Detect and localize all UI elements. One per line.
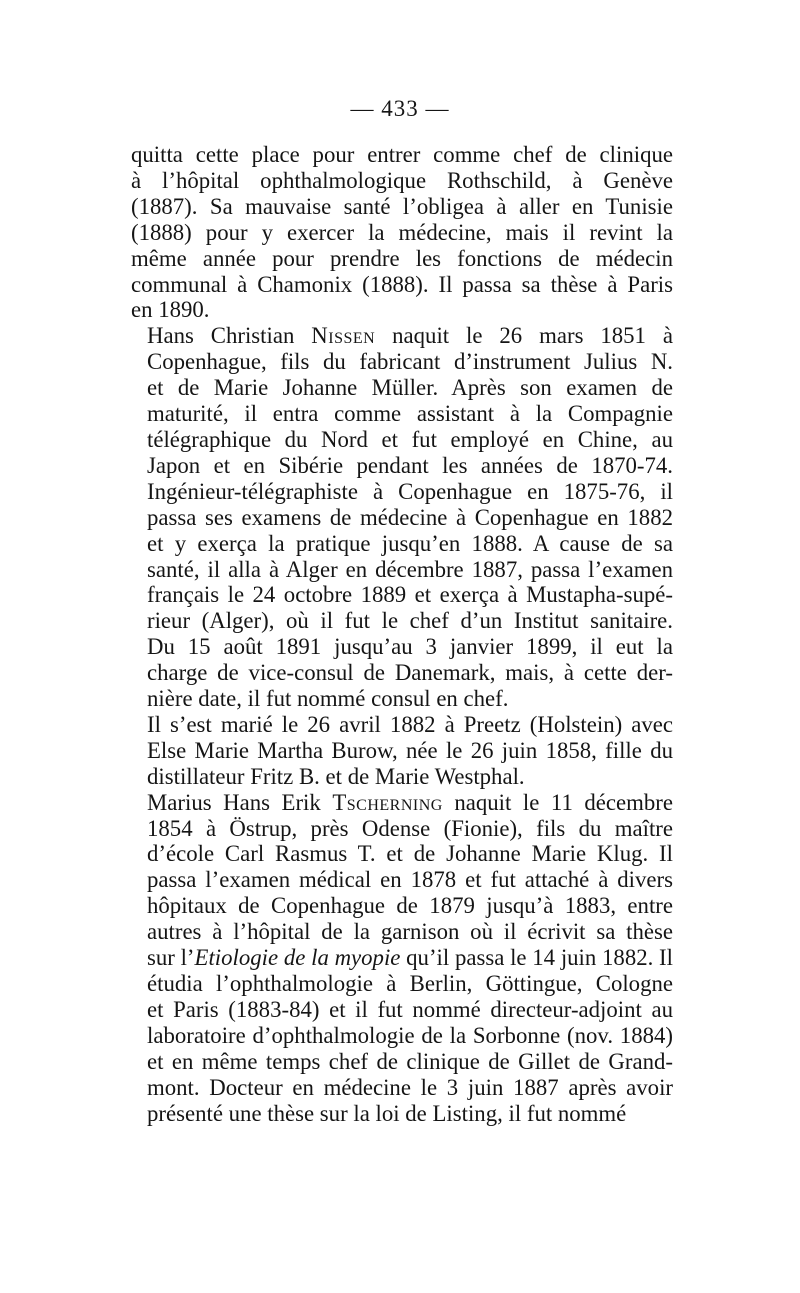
surname-small-caps: Nissen [311, 323, 376, 349]
text-line: Japon et en Sibérie pendant les années de 1870-74. [147, 452, 673, 478]
text-line: en 1890. [131, 297, 210, 323]
text-line: même année pour prendre les fonctions de médecin [131, 245, 673, 271]
page-number: — 433 — [350, 96, 450, 121]
text-line: 1854 à Östrup, près Odense (Fionie), fils du maître [147, 815, 673, 841]
text-line: et de Marie Johanne Müller. Après son examen de [147, 375, 673, 401]
text-line: Hans Christian Nissen naquit le 26 mars 1851 à [147, 323, 673, 349]
text-line: (1888) pour y exercer la médecine, mais il revint la [131, 219, 673, 245]
text-line: rieur (Alger), où il fut le chef d’un Institut sanitaire. [147, 608, 673, 634]
text-line: Else Marie Martha Burow, née le 26 juin 1858, fille du [147, 737, 673, 763]
text-line: passa ses examens de médecine à Copenhague en 1882 [147, 504, 673, 530]
text-line: Copenhague, fils du fabricant d’instrument Julius N. [147, 349, 673, 375]
text-line: nière date, il fut nommé consul en chef. [147, 686, 509, 712]
text-line: présenté une thèse sur la loi de Listing, il fut nommé [147, 1100, 627, 1126]
text-line: télégraphique du Nord et fut employé en Chine, au [147, 426, 673, 452]
text-line: à l’hôpital ophthalmologique Rothschild, à Genève [131, 167, 673, 193]
surname-small-caps: Tscherning [332, 789, 443, 815]
text-line: mont. Docteur en médecine le 3 juin 1887 après avoir [147, 1074, 673, 1100]
text-line: maturité, il entra comme assistant à la Compagnie [147, 401, 673, 427]
paragraph [131, 790, 673, 1127]
text-line: Il s’est marié le 26 avril 1882 à Preetz (Holstein) avec [147, 711, 673, 737]
text-line: Du 15 août 1891 jusqu’au 3 janvier 1899, il eut la [147, 634, 673, 660]
paragraph [131, 712, 673, 790]
text-line: d’école Carl Rasmus T. et de Johanne Marie Klug. Il [147, 841, 673, 867]
text-line: santé, il alla à Alger en décembre 1887, passa l’examen [147, 556, 673, 582]
text-line: (1887). Sa mauvaise santé l’obligea à aller en Tunisie [131, 193, 673, 219]
text-line: Ingénieur-télégraphiste à Copenhague en 1875-76, il [147, 478, 673, 504]
text-line: laboratoire d’ophthalmologie de la Sorbonne (nov. 1884) [147, 1022, 673, 1048]
text-line: quitta cette place pour entrer comme chef de clinique [131, 142, 673, 167]
paragraph [131, 142, 673, 323]
paragraph [131, 323, 673, 712]
text-line: sur l’Etiologie de la myopie qu’il passa le 14 juin 1882. Il [147, 945, 673, 971]
text-line: et Paris (1883-84) et il fut nommé directeur-adjoint au [147, 996, 673, 1022]
text-line: Marius Hans Erik Tscherning naquit le 11 décembre [147, 789, 673, 815]
text-line: autres à l’hôpital de la garnison où il écrivit sa thèse [147, 919, 673, 945]
text-line: passa l’examen médical en 1878 et fut attaché à divers [147, 867, 673, 893]
text-line: charge de vice-consul de Danemark, mais, à cette der- [147, 660, 673, 686]
book-title: Etiologie de la myopie [194, 945, 401, 971]
text-line: étudia l’ophthalmologie à Berlin, Göttingue, Cologne [147, 971, 673, 996]
text-line: français le 24 octobre 1889 et exerça à Mustapha-supé- [147, 582, 673, 608]
text-line: hôpitaux de Copenhague de 1879 jusqu’à 1883, entre [147, 893, 673, 919]
text-line: et en même temps chef de clinique de Gillet de Grand- [147, 1048, 673, 1074]
body-text [131, 142, 673, 1126]
text-line: distillateur Fritz B. et de Marie Westphal. [147, 763, 525, 789]
text-line: et y exerça la pratique jusqu’en 1888. A cause de sa [147, 530, 673, 556]
text-line: communal à Chamonix (1888). Il passa sa thèse à Paris [131, 271, 673, 297]
